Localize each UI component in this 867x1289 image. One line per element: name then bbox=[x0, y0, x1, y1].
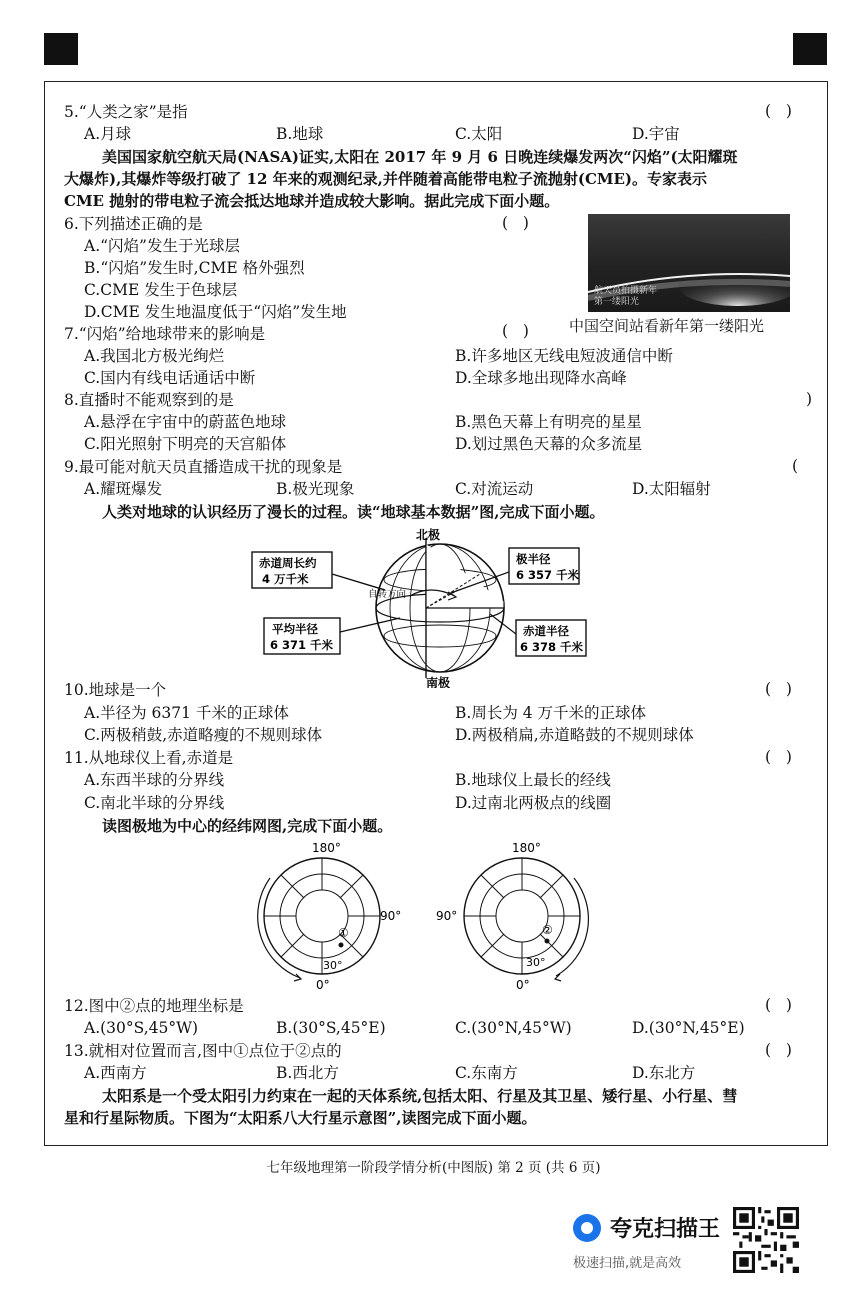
left-90-label: 90° bbox=[380, 909, 402, 923]
q12-answer-paren: ( ) bbox=[765, 996, 792, 1014]
q12-option-b: B.(30°S,45°E) bbox=[276, 1019, 386, 1037]
q7-option-c: C.国内有线电话通话中断 bbox=[84, 369, 256, 387]
passage1-line2: 大爆炸),其爆炸等级打破了 12 年来的观测纪录,并伴随着高能带电粒子流抛射(CME)。专家表示 bbox=[64, 170, 708, 188]
polar-radius-title: 极半径 bbox=[516, 552, 551, 566]
equatorial-radius-value: 6 378 千米 bbox=[520, 640, 584, 654]
photo-overlay-text: 航天员拍摄新年 第一缕阳光 bbox=[594, 286, 658, 307]
q9-option-b: B.极光现象 bbox=[276, 480, 355, 498]
left-0-label: 0° bbox=[316, 978, 330, 992]
polar-radius-value: 6 357 千米 bbox=[516, 568, 580, 582]
q13-option-b: B.西北方 bbox=[276, 1064, 339, 1082]
q7-answer-paren: ( ) bbox=[502, 322, 529, 340]
q12-option-c: C.(30°N,45°W) bbox=[455, 1019, 572, 1037]
north-pole-label: 北极 bbox=[416, 528, 441, 542]
q8-answer-paren: ) bbox=[806, 390, 813, 408]
scanner-brand: 夸克扫描王 bbox=[610, 1217, 721, 1242]
left-180-label: 180° bbox=[312, 841, 341, 855]
scanner-tagline: 极速扫描,就是高效 bbox=[573, 1256, 682, 1271]
qr-code-icon bbox=[733, 1207, 799, 1273]
q12-option-a: A.(30°S,45°W) bbox=[84, 1019, 199, 1037]
point-2-label: ② bbox=[542, 923, 553, 937]
polar-grid-left bbox=[258, 841, 402, 992]
right-180-label: 180° bbox=[512, 841, 541, 855]
point-marker bbox=[545, 939, 550, 944]
q6-stem: 6.下列描述正确的是 bbox=[64, 215, 203, 233]
q5-option-c: C.太阳 bbox=[455, 125, 503, 143]
rotation-direction-label: 自转方向 bbox=[368, 589, 407, 600]
q9-answer-paren: ( bbox=[792, 457, 799, 475]
right-90-label: 90° bbox=[436, 909, 458, 923]
registration-mark-right bbox=[793, 33, 827, 65]
earth-data-diagram bbox=[250, 524, 600, 688]
q6-option-b: B.“闪焰”发生时,CME 格外强烈 bbox=[84, 259, 305, 277]
mean-radius-title: 平均半径 bbox=[272, 622, 318, 636]
q9-stem: 9.最可能对航天员直播造成干扰的现象是 bbox=[64, 458, 343, 476]
q9-option-c: C.对流运动 bbox=[455, 480, 534, 498]
polar-grid-diagram bbox=[240, 838, 600, 994]
q11-option-a: A.东西半球的分界线 bbox=[84, 771, 225, 789]
point-1-label: ① bbox=[338, 926, 349, 940]
passage1-line1: 美国国家航空航天局(NASA)证实,太阳在 2017 年 9 月 6 日晚连续爆发两次“闪焰”(太阳耀斑 bbox=[102, 148, 738, 166]
q13-stem: 13.就相对位置而言,图中①点位于②点的 bbox=[64, 1042, 342, 1060]
equator-length-title: 赤道周长约 bbox=[259, 556, 317, 570]
q6-answer-paren: ( ) bbox=[502, 214, 529, 232]
right-0-label: 0° bbox=[516, 978, 530, 992]
q5-stem: 5.“人类之家”是指 bbox=[64, 103, 188, 121]
q6-option-a: A.“闪焰”发生于光球层 bbox=[84, 237, 240, 255]
q10-answer-paren: ( ) bbox=[765, 680, 792, 698]
passage2: 人类对地球的认识经历了漫长的过程。读“地球基本数据”图,完成下面小题。 bbox=[102, 503, 605, 521]
q13-option-c: C.东南方 bbox=[455, 1064, 518, 1082]
point-marker bbox=[339, 943, 344, 948]
q5-option-a: A.月球 bbox=[84, 125, 132, 143]
quark-logo-icon bbox=[573, 1214, 601, 1242]
q5-option-b: B.地球 bbox=[276, 125, 324, 143]
registration-mark-left bbox=[44, 33, 78, 65]
q8-option-a: A.悬浮在宇宙中的蔚蓝色地球 bbox=[84, 413, 287, 431]
q9-option-a: A.耀斑爆发 bbox=[84, 480, 163, 498]
equator-length-value: 4 万千米 bbox=[262, 572, 309, 586]
q10-option-d: D.两极稍扁,赤道略鼓的不规则球体 bbox=[455, 726, 694, 744]
q8-option-b: B.黑色天幕上有明亮的星星 bbox=[455, 413, 642, 431]
q7-stem: 7.“闪焰”给地球带来的影响是 bbox=[64, 325, 266, 343]
q9-option-d: D.太阳辐射 bbox=[632, 480, 711, 498]
q10-option-b: B.周长为 4 万千米的正球体 bbox=[455, 704, 647, 722]
q13-option-d: D.东北方 bbox=[632, 1064, 696, 1082]
page-footer: 七年级地理第一阶段学情分析(中图版) 第 2 页 (共 6 页) bbox=[266, 1160, 601, 1176]
q12-stem: 12.图中②点的地理坐标是 bbox=[64, 997, 244, 1015]
passage1-line3: CME 抛射的带电粒子流会抵达地球并造成较大影响。据此完成下面小题。 bbox=[64, 192, 560, 210]
q11-answer-paren: ( ) bbox=[765, 748, 792, 766]
q10-option-a: A.半径为 6371 千米的正球体 bbox=[84, 704, 289, 722]
left-30-label: 30° bbox=[323, 959, 343, 972]
q11-stem: 11.从地球仪上看,赤道是 bbox=[64, 749, 234, 767]
equatorial-radius-title: 赤道半径 bbox=[523, 624, 569, 638]
q13-option-a: A.西南方 bbox=[84, 1064, 147, 1082]
q13-answer-paren: ( ) bbox=[765, 1041, 792, 1059]
q5-answer-paren: ( ) bbox=[765, 102, 792, 120]
passage3: 读图极地为中心的经纬网图,完成下面小题。 bbox=[102, 817, 393, 835]
space-station-photo bbox=[588, 214, 790, 312]
polar-grid-right bbox=[436, 841, 588, 992]
q12-option-d: D.(30°N,45°E) bbox=[632, 1019, 745, 1037]
mean-radius-value: 6 371 千米 bbox=[270, 638, 334, 652]
q7-option-a: A.我国北方极光绚烂 bbox=[84, 347, 225, 365]
q8-option-c: C.阳光照射下明亮的天宫船体 bbox=[84, 435, 287, 453]
photo-caption: 中国空间站看新年第一缕阳光 bbox=[569, 317, 765, 335]
q10-option-c: C.两极稍鼓,赤道略瘦的不规则球体 bbox=[84, 726, 323, 744]
q6-option-d: D.CME 发生地温度低于“闪焰”发生地 bbox=[84, 303, 347, 321]
south-pole-label: 南极 bbox=[426, 676, 451, 688]
right-30-label: 30° bbox=[526, 956, 546, 969]
q11-option-c: C.南北半球的分界线 bbox=[84, 794, 225, 812]
q10-stem: 10.地球是一个 bbox=[64, 681, 167, 699]
q7-option-b: B.许多地区无线电短波通信中断 bbox=[455, 347, 673, 365]
passage4-line2: 星和行星际物质。下图为“太阳系八大行星示意图”,读图完成下面小题。 bbox=[64, 1109, 537, 1127]
passage4-line1: 太阳系是一个受太阳引力约束在一起的天体系统,包括太阳、行星及其卫星、矮行星、小行星、彗 bbox=[102, 1087, 738, 1105]
q8-stem: 8.直播时不能观察到的是 bbox=[64, 391, 234, 409]
q8-option-d: D.划过黑色天幕的众多流星 bbox=[455, 435, 643, 453]
q5-option-d: D.宇宙 bbox=[632, 125, 680, 143]
q6-option-c: C.CME 发生于色球层 bbox=[84, 281, 238, 299]
q11-option-b: B.地球仪上最长的经线 bbox=[455, 771, 611, 789]
latitude-line bbox=[384, 625, 496, 647]
q11-option-d: D.过南北两极点的线圈 bbox=[455, 794, 612, 812]
q7-option-d: D.全球多地出现降水高峰 bbox=[455, 369, 627, 387]
